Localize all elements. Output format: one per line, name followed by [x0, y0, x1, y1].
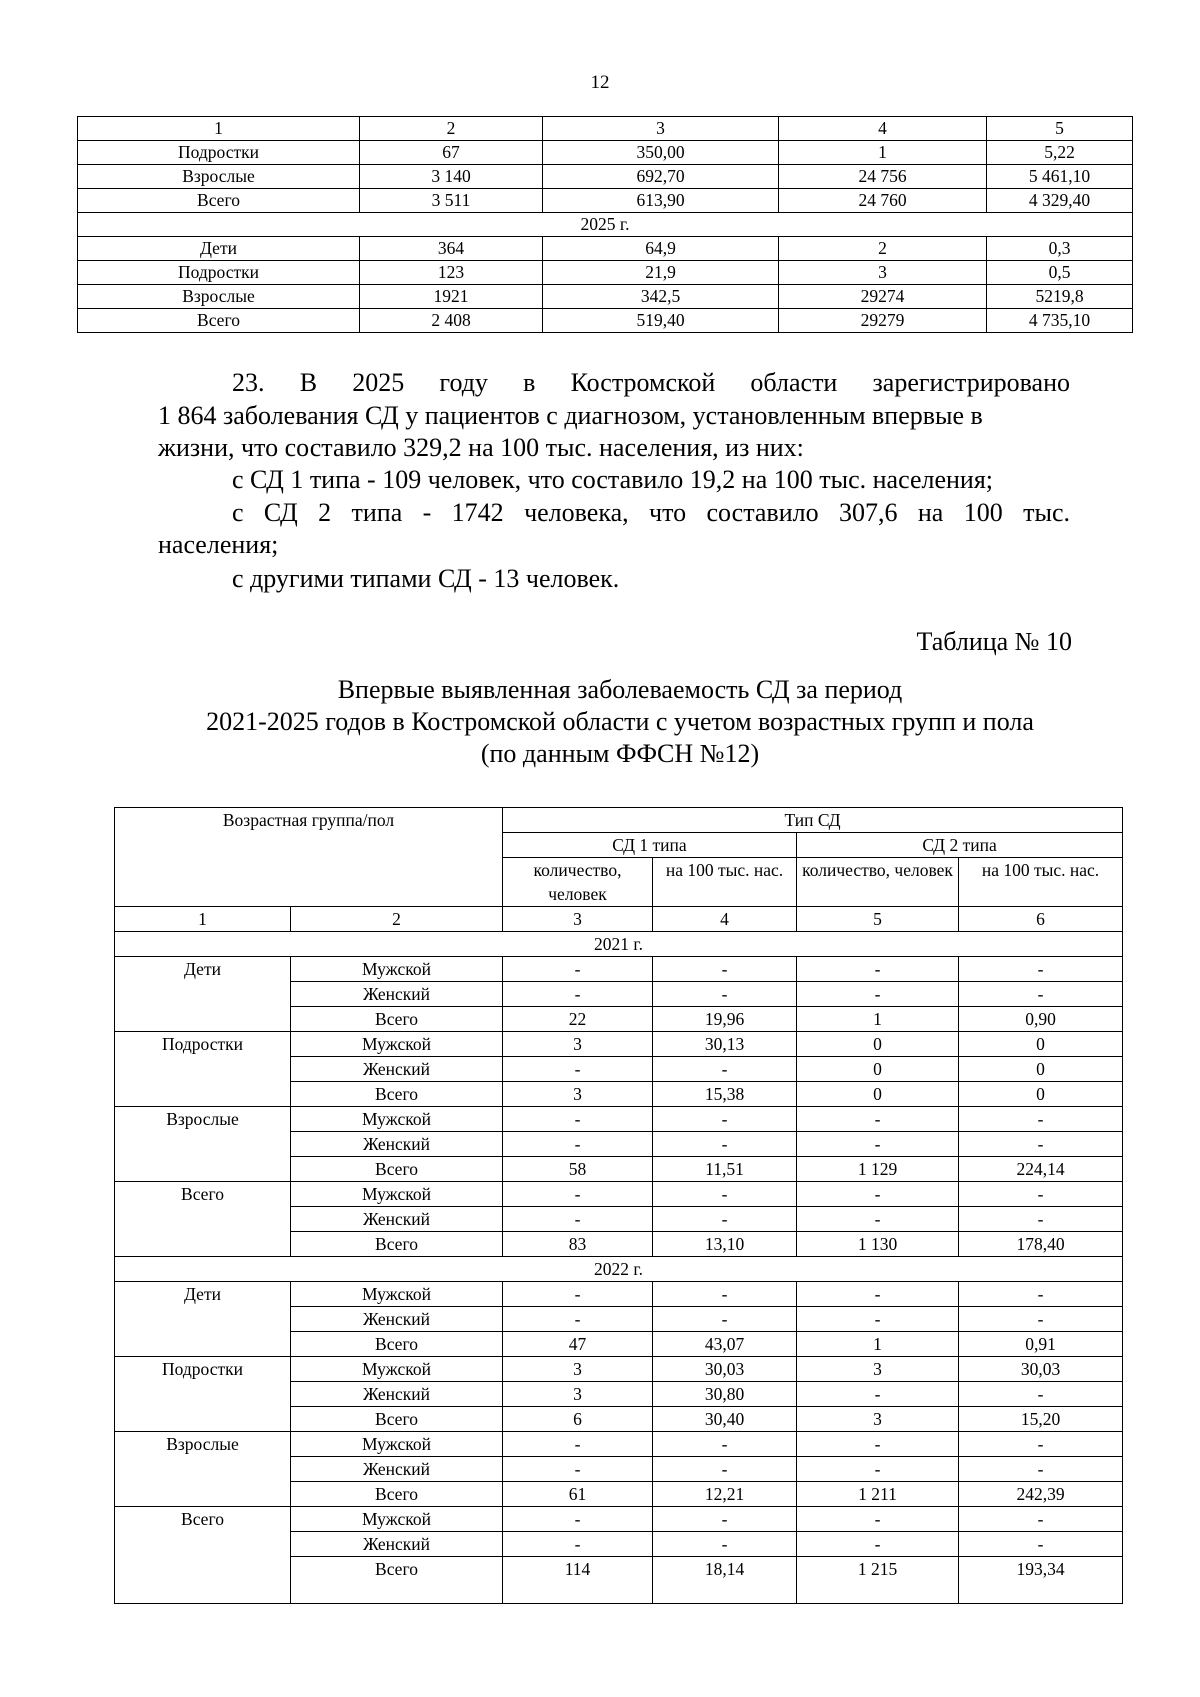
table-cell: 29279 [779, 309, 987, 333]
table-cell: - [653, 1207, 797, 1232]
table-row [115, 1032, 1123, 1057]
table-cell: 0,5 [987, 261, 1133, 285]
sex-label: Всего [291, 1557, 503, 1604]
table-caption: Таблица № 10 [916, 627, 1072, 656]
sex-label: Всего [291, 1157, 503, 1182]
table-cell: 15,20 [959, 1407, 1123, 1432]
sex-label: Мужской [291, 1282, 503, 1307]
table-cell: - [959, 1282, 1123, 1307]
table-cell: - [503, 1307, 653, 1332]
table-cell: - [797, 957, 959, 982]
table-cell: 3 [503, 1382, 653, 1407]
table-cell: - [959, 1307, 1123, 1332]
table-cell: Взрослые [78, 165, 360, 189]
table-cell: 1 211 [797, 1482, 959, 1507]
table-cell: - [653, 1432, 797, 1457]
table-cell: 67 [360, 141, 543, 165]
table-row [78, 141, 1133, 165]
table-title [120, 674, 1120, 770]
table-cell: 5 [987, 117, 1133, 141]
table-cell: - [959, 957, 1123, 982]
header-sd2-rate: на 100 тыс. нас. [959, 858, 1123, 907]
main-table [114, 807, 1123, 1604]
table-cell: - [503, 1282, 653, 1307]
header-age-group: Возрастная группа/пол [115, 808, 503, 907]
table-cell: 350,00 [543, 141, 779, 165]
table-cell: - [959, 1107, 1123, 1132]
sex-label: Всего [291, 1407, 503, 1432]
table-cell: 2 [360, 117, 543, 141]
table-cell: 1 129 [797, 1157, 959, 1182]
table-cell: - [797, 1532, 959, 1557]
table-cell: 224,14 [959, 1157, 1123, 1182]
table-cell: 4 [779, 117, 987, 141]
table-cell: 3 [503, 1032, 653, 1057]
sex-label: Всего [291, 1007, 503, 1032]
table-cell: 0 [959, 1057, 1123, 1082]
table-cell: 4 329,40 [987, 189, 1133, 213]
sex-label: Мужской [291, 1507, 503, 1532]
sex-label: Всего [291, 1082, 503, 1107]
table-cell: - [797, 1507, 959, 1532]
table-cell: - [797, 1382, 959, 1407]
table-cell: - [959, 1182, 1123, 1207]
table-cell: 342,5 [543, 285, 779, 309]
table-cell: 0 [959, 1082, 1123, 1107]
table-cell: - [503, 1457, 653, 1482]
header-sd1-rate: на 100 тыс. нас. [653, 858, 797, 907]
table-cell: - [653, 1057, 797, 1082]
paragraph-line-1: 23. В 2025 году в Костромской области зарегистрировано [232, 368, 1070, 397]
table-cell: - [959, 1457, 1123, 1482]
table-row [78, 261, 1133, 285]
table-cell: 3 [543, 117, 779, 141]
table-cell: - [797, 1457, 959, 1482]
header-sd1-quantity: количество, человек [503, 858, 653, 907]
table-cell: - [959, 1207, 1123, 1232]
table-row [78, 309, 1133, 333]
year-row [115, 1257, 1123, 1282]
table-cell: 15,38 [653, 1082, 797, 1107]
header-sd2: СД 2 типа [797, 833, 1123, 858]
table-cell: 3 140 [360, 165, 543, 189]
sex-label: Всего [291, 1332, 503, 1357]
table-cell: 3 [797, 1407, 959, 1432]
table-cell: 242,39 [959, 1482, 1123, 1507]
table-title-line-3: (по данным ФФСН №12) [480, 739, 760, 768]
table-row [78, 237, 1133, 261]
column-number: 6 [959, 907, 1123, 932]
sex-label: Мужской [291, 957, 503, 982]
table-cell: 30,03 [653, 1357, 797, 1382]
table-cell: Подростки [78, 141, 360, 165]
table-cell: - [653, 1182, 797, 1207]
column-number: 1 [115, 907, 291, 932]
sex-label: Мужской [291, 1432, 503, 1457]
table-row [115, 1282, 1123, 1307]
table-cell: - [503, 1207, 653, 1232]
table-cell: 1 130 [797, 1232, 959, 1257]
table-cell: - [959, 1507, 1123, 1532]
table-cell: 5 461,10 [987, 165, 1133, 189]
table-cell: 1 [797, 1007, 959, 1032]
age-group-label: Подростки [115, 1032, 291, 1107]
age-group-label: Всего [115, 1182, 291, 1257]
top-table [77, 116, 1133, 333]
table-cell: - [653, 1532, 797, 1557]
table-cell: - [797, 1182, 959, 1207]
age-group-label: Взрослые [115, 1432, 291, 1507]
table-cell: 58 [503, 1157, 653, 1182]
table-cell: 24 760 [779, 189, 987, 213]
table-cell: - [653, 957, 797, 982]
table-cell: 30,80 [653, 1382, 797, 1407]
age-group-label: Всего [115, 1507, 291, 1604]
table-cell: - [959, 982, 1123, 1007]
table-header-row [78, 117, 1133, 141]
table-cell: 12,21 [653, 1482, 797, 1507]
table-cell: 2 408 [360, 309, 543, 333]
table-cell: Всего [78, 189, 360, 213]
table-cell: 3 511 [360, 189, 543, 213]
table-cell: 0 [797, 1082, 959, 1107]
table-cell: - [653, 1282, 797, 1307]
table-cell: - [653, 1132, 797, 1157]
column-number: 2 [291, 907, 503, 932]
column-number: 5 [797, 907, 959, 932]
table-cell: 3 [503, 1357, 653, 1382]
sex-label: Женский [291, 982, 503, 1007]
table-row [78, 189, 1133, 213]
table-cell: - [959, 1432, 1123, 1457]
page-number: 12 [590, 72, 610, 93]
table-cell: 22 [503, 1007, 653, 1032]
table-cell: 24 756 [779, 165, 987, 189]
table-cell: 0 [797, 1032, 959, 1057]
sex-label: Женский [291, 1382, 503, 1407]
table-cell: Дети [78, 237, 360, 261]
header-sd1: СД 1 типа [503, 833, 797, 858]
age-group-label: Дети [115, 1282, 291, 1357]
table-row [78, 285, 1133, 309]
table-cell: 30,40 [653, 1407, 797, 1432]
sex-label: Мужской [291, 1182, 503, 1207]
table-cell: 519,40 [543, 309, 779, 333]
table-cell: 692,70 [543, 165, 779, 189]
table-cell: Подростки [78, 261, 360, 285]
table-cell: - [653, 1457, 797, 1482]
table-cell: Всего [78, 309, 360, 333]
table-cell: 0,90 [959, 1007, 1123, 1032]
table-cell: 1 [797, 1332, 959, 1357]
table-row [115, 1507, 1123, 1532]
paragraph-line-7: с другими типами СД - 13 человек. [232, 564, 620, 593]
table-cell: 47 [503, 1332, 653, 1357]
sex-label: Женский [291, 1457, 503, 1482]
table-cell: - [503, 957, 653, 982]
table-cell: 43,07 [653, 1332, 797, 1357]
table-cell: 193,34 [959, 1557, 1123, 1604]
sex-label: Мужской [291, 1357, 503, 1382]
table-row [115, 1357, 1123, 1382]
table-row [78, 165, 1133, 189]
table-cell: 0 [797, 1057, 959, 1082]
table-cell: 6 [503, 1407, 653, 1432]
table-cell: 1 [78, 117, 360, 141]
table-cell: - [959, 1532, 1123, 1557]
table-cell: 13,10 [653, 1232, 797, 1257]
year-label: 2021 г. [115, 932, 1123, 957]
table-cell: - [797, 1432, 959, 1457]
table-cell: Взрослые [78, 285, 360, 309]
table-cell: 30,13 [653, 1032, 797, 1057]
table-cell: 64,9 [543, 237, 779, 261]
paragraph-line-3: жизни, что составило 329,2 на 100 тыс. населения, из них: [158, 433, 804, 462]
table-title-line-2: 2021-2025 годов в Костромской области с учетом возрастных групп и пола [206, 707, 1034, 736]
table-row [115, 957, 1123, 982]
table-row [115, 1107, 1123, 1132]
table-cell: - [503, 982, 653, 1007]
table-cell: 5,22 [987, 141, 1133, 165]
table-cell: - [503, 1507, 653, 1532]
age-group-label: Подростки [115, 1357, 291, 1432]
table-cell: - [797, 1307, 959, 1332]
age-group-label: Дети [115, 957, 291, 1032]
table-cell: - [959, 1382, 1123, 1407]
sex-label: Женский [291, 1532, 503, 1557]
paragraph-line-6: населения; [158, 530, 279, 559]
table-cell: 364 [360, 237, 543, 261]
table-cell: - [797, 1282, 959, 1307]
paragraph-line-4: с СД 1 типа - 109 человек, что составило 19,2 на 100 тыс. населения; [232, 465, 994, 494]
table-cell: 2 [779, 237, 987, 261]
table-cell: - [797, 1207, 959, 1232]
table-cell: 1 [779, 141, 987, 165]
table-cell: 19,96 [653, 1007, 797, 1032]
table-cell: 178,40 [959, 1232, 1123, 1257]
table-cell: 83 [503, 1232, 653, 1257]
table-cell: 4 735,10 [987, 309, 1133, 333]
sex-label: Женский [291, 1057, 503, 1082]
table-cell: 1921 [360, 285, 543, 309]
table-cell: 61 [503, 1482, 653, 1507]
table-cell: 21,9 [543, 261, 779, 285]
table-cell: 18,14 [653, 1557, 797, 1604]
table-cell: 114 [503, 1557, 653, 1604]
table-cell: 1 215 [797, 1557, 959, 1604]
table-title-line-1: Впервые выявленная заболеваемость СД за период [337, 675, 903, 704]
table-cell: 11,51 [653, 1157, 797, 1182]
table-cell: 3 [797, 1357, 959, 1382]
column-number: 3 [503, 907, 653, 932]
table-cell: - [653, 1507, 797, 1532]
paragraph-line-2: 1 864 заболевания СД у пациентов с диагнозом, установленным впервые в [158, 401, 983, 430]
year-row [115, 932, 1123, 957]
table-row [115, 1432, 1123, 1457]
table-cell: 5219,8 [987, 285, 1133, 309]
year-label: 2025 г. [78, 213, 1133, 237]
header-sd2-quantity: количество, человек [797, 858, 959, 907]
sex-label: Женский [291, 1207, 503, 1232]
table-cell: 0,3 [987, 237, 1133, 261]
sex-label: Женский [291, 1307, 503, 1332]
table-cell: - [503, 1532, 653, 1557]
table-cell: 0 [959, 1032, 1123, 1057]
table-cell: - [959, 1132, 1123, 1157]
table-cell: - [653, 1307, 797, 1332]
table-cell: - [653, 1107, 797, 1132]
sex-label: Мужской [291, 1032, 503, 1057]
table-cell: 3 [503, 1082, 653, 1107]
table-row [115, 1182, 1123, 1207]
year-label: 2022 г. [115, 1257, 1123, 1282]
table-cell: 29274 [779, 285, 987, 309]
sex-label: Всего [291, 1232, 503, 1257]
year-row [78, 213, 1133, 237]
sex-label: Всего [291, 1482, 503, 1507]
table-cell: 30,03 [959, 1357, 1123, 1382]
table-cell: - [797, 1132, 959, 1157]
header-sd-type: Тип СД [503, 808, 1123, 833]
table-cell: 123 [360, 261, 543, 285]
column-number-row [115, 907, 1123, 932]
table-cell: 0,91 [959, 1332, 1123, 1357]
table-cell: - [503, 1132, 653, 1157]
table-cell: - [503, 1182, 653, 1207]
age-group-label: Взрослые [115, 1107, 291, 1182]
table-cell: - [503, 1432, 653, 1457]
table-cell: - [503, 1107, 653, 1132]
table-cell: - [797, 1107, 959, 1132]
paragraph-line-5: с СД 2 типа - 1742 человека, что составило 307,6 на 100 тыс. [232, 498, 1070, 527]
sex-label: Женский [291, 1132, 503, 1157]
table-cell: 3 [779, 261, 987, 285]
sex-label: Мужской [291, 1107, 503, 1132]
table-cell: 613,90 [543, 189, 779, 213]
table-cell: - [503, 1057, 653, 1082]
table-cell: - [653, 982, 797, 1007]
column-number: 4 [653, 907, 797, 932]
table-cell: - [797, 982, 959, 1007]
